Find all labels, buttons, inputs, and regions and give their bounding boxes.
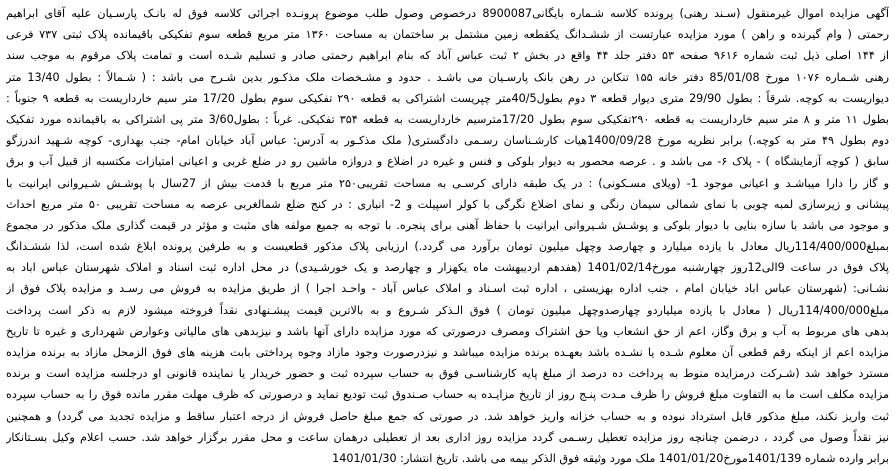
notice-line-6: بطول ۱۱ متر و ۸ متر سیم خارداریست به قطعه ۲۹۰تفکیکی سوم بطول 17/20مترسیم خارداریست به قطعه ۳۵۴ تفکیکی. غرباً : بطول3/60 متر پی اشتراکی به باقیمانده مورد تفکیک bbox=[6, 112, 889, 126]
notice-line-7: دوم بطول ۴۹ متر به کوچه.) برابر نظریه مورخ 1400/09/28هیات کارشـناسان رسـمی دادگستری( ملک مذکـور به آدرس: عباس آباد خیابان امام- جنب بهداری- کوچه شـهید اندرزگو bbox=[6, 134, 889, 148]
notice-line-5: دیواریست به کوچه. شرقاً : بطول 29/90 متری دیوار قطعه ۳ دوم بطول40/5متر چپریست اشتراکی به قطعه ۲۹۰ تفکیکی سوم بطول 17/20 متر سیم خارداریست به قطعه ۹ جنوباً : bbox=[6, 91, 889, 105]
notice-line-8: سابق ( کوچه آزمایشگاه ) - پلاک ۶- می باشد و . عرصه محصور به دیوار بلوکی و فنس و غیره در اضلاع و دروازه ماشین رو در ضلع غربی و اعیانی امتیازات مکتسبه از قبیل آب و برق bbox=[6, 155, 889, 169]
notice-line-19: مزایده مکلف است ما به التفاوت مبلغ فروش را ظرف مـدت پنـج روز از تاریخ مزایـده به حساب صـندوق ثبت تودیع نماید و درصورتی که ظرف مهلت مقرر مانده فوق را به حساب سپرده bbox=[6, 388, 889, 402]
notice-line-22: برابر وارده شماره 1401/139مورخ1401/01/20 ملک مورد وثیقه فوق الذکر بیمه می باشد. تاریخ انتشار: 1401/01/30 bbox=[332, 451, 889, 465]
notice-line-12: بمبلغ114/400/000ریال معادل با یازده میلیارد و چهارصد وچهل میلیون تومان برآورد می گردد.) ارزیابی پلاک مذکور قطعیست و به طرفین پرونده ابلاغ شده است، لذا ششـدانگ bbox=[6, 240, 889, 254]
notice-line-14: نشـانی: (شهرستان عباس اباد خیابان امام ، جنب اداره بهزیستی ، اداره ثبت اسـناد و املاک عباس آباد - واحـد اجرا ) از طریق مزایده به فروش می رسـد و مزایده پلاک فوق از bbox=[6, 282, 889, 296]
notice-line-9: و گاز را دارا میباشـد و اعیانی موجود 1- (ویلای مسـکونی) : در یک طبقه دارای کرسـی به مساحت تقریبی۲۵۰ متر مربع با قدمت بیش از 27سال با پوشـش شـیروانی ایرانیت با bbox=[6, 176, 889, 190]
notice-line-18: مسترد خواهد شد (شـرکت درمزایده منوط به پرداخت ده درصد از مبلغ پایه کارشناسـی فوق به حساب سپرده ثبت و حضور خریدار یا نماینده قانونی او درجلسه مزایده است و برنده bbox=[6, 367, 889, 381]
notice-line-13: پلاک فوق در ساعت 9الی12روز چهارشنبه مورخ1401/02/14 (هفدهم اردیبهشت ماه یکهزار و چهارصد و یک خورشـیدی) در محل اداره ثبت اسناد و املاک شهرستان عباس اباد به bbox=[6, 261, 889, 275]
notice-line-20: ثبت واریز نکند، مبلغ مذکور قابل استرداد نبوده و به حساب خزانه واریز خواهد شد. در صورتی که جمع مبلغ حاصل فروش از درجه اعتبار ساقط و مزایده تجدید می گردد) و همچنین bbox=[6, 409, 889, 423]
notice-line-2: رحمتی ( وام گیرنده و راهن ) مورد مزایده عبارتست از ششـدانگ یکقطعه زمین مشتمل بر ساختمان به مساحت ۱۳۶۰ متر مربع قطعه سوم تفکیکی باقیمانده پلاک ثبتی ۷۳۷ فرعی bbox=[6, 28, 889, 42]
notice-line-16: بدهی های مربوط به آب و برق وگاز، اعم از حق انشعاب ویا حق اشتراک ومصرف درصورتی که مورد مزایده دارای آنها باشد و نیزبدهی های مالیاتی وعوارض شهرداری و غیره تا تاریخ bbox=[6, 324, 889, 338]
notice-line-17: مزایده اعم از اینکه رقم قطعی آن معلوم شـده یا نشـده باشد بعهـده برنده مزایده میباشد و نیزدرصورت وجود مازاد وجوه پرداختی بابت هزینه های فوق الزمحل مازاد به برنده مزایده bbox=[6, 346, 889, 359]
notice-line-10: پیشانی و زیرسازی لمبه چوبی با نمای شمالی سیمان رنگی و نمای اضلاع نگرگی با کولر اسپیلت و 2- انباری : در کنج ضلع شمالغربی عرصه به مساحت تقریبی ۵۰ متر مربع احداث bbox=[6, 197, 889, 211]
notice-line-15: مبلغ114/400/000ریال ( معادل با یازده میلیاردو چهارصدوچهل میلیون تومان ) فوق الـذکر شـروع و به بالاترین قیمت پیشـنهادی نقداً فروخته میشود لازم به ذکر است پرداخت bbox=[6, 303, 889, 317]
notice-line-21: نیز نقداً وصول می گردد ، درضمن چنانچه روز مزایده تعطیل رسـمی گردد مزایده روز اداری بعد از تعطیلی درهمان ساعت و محل مقرر برگزار خواهد شد. حسب اعلام وکیل بسـتانکار bbox=[6, 430, 889, 444]
notice-line-11: و موجود می باشد با سازه بنایی با دیوار بلوکی و پوشـش شـیروانی ایرانیت با حفاظ آهنی برای پنجره. با توجه به جمیع مولفه های مثبت و مؤثر در قیمت گذاری ملک مذکور در مجموع bbox=[6, 218, 889, 232]
notice-line-4: رهنی شـماره ۱۰۷۶ مورخ 85/01/08 دفتر خانه ۱۵۵ تنکابن در رهن بانک پارسـیان می باشـد . حدود و مشـخصات ملک مذکـور بدین شـرح می باشد : ( شـمالاً : بطول 13/40 متر bbox=[6, 70, 889, 84]
notice-line-3: از ۱۴۴ اصلی ذیل ثبت شماره ۹۶۱۶ صفحه ۵۳ دفتر جلد ۴۴ واقع در بخش ۲ ثبت عباس آباد که بنام ابراهیم رحمتی صادر و تسلیم شـده است و تمامت پلاک مرقوم به موجب سند bbox=[6, 49, 889, 63]
notice-line-1: آگهی مزایده اموال غیرمنقول (سـند رهنی) پرونده کلاسه شـماره بایگانی8900087 درخصوص وصول طلب موضوع پرونـده اجرائی کلاسه فوق له بانـک پارسـیان علیه آقای ابراهیم bbox=[6, 7, 889, 20]
